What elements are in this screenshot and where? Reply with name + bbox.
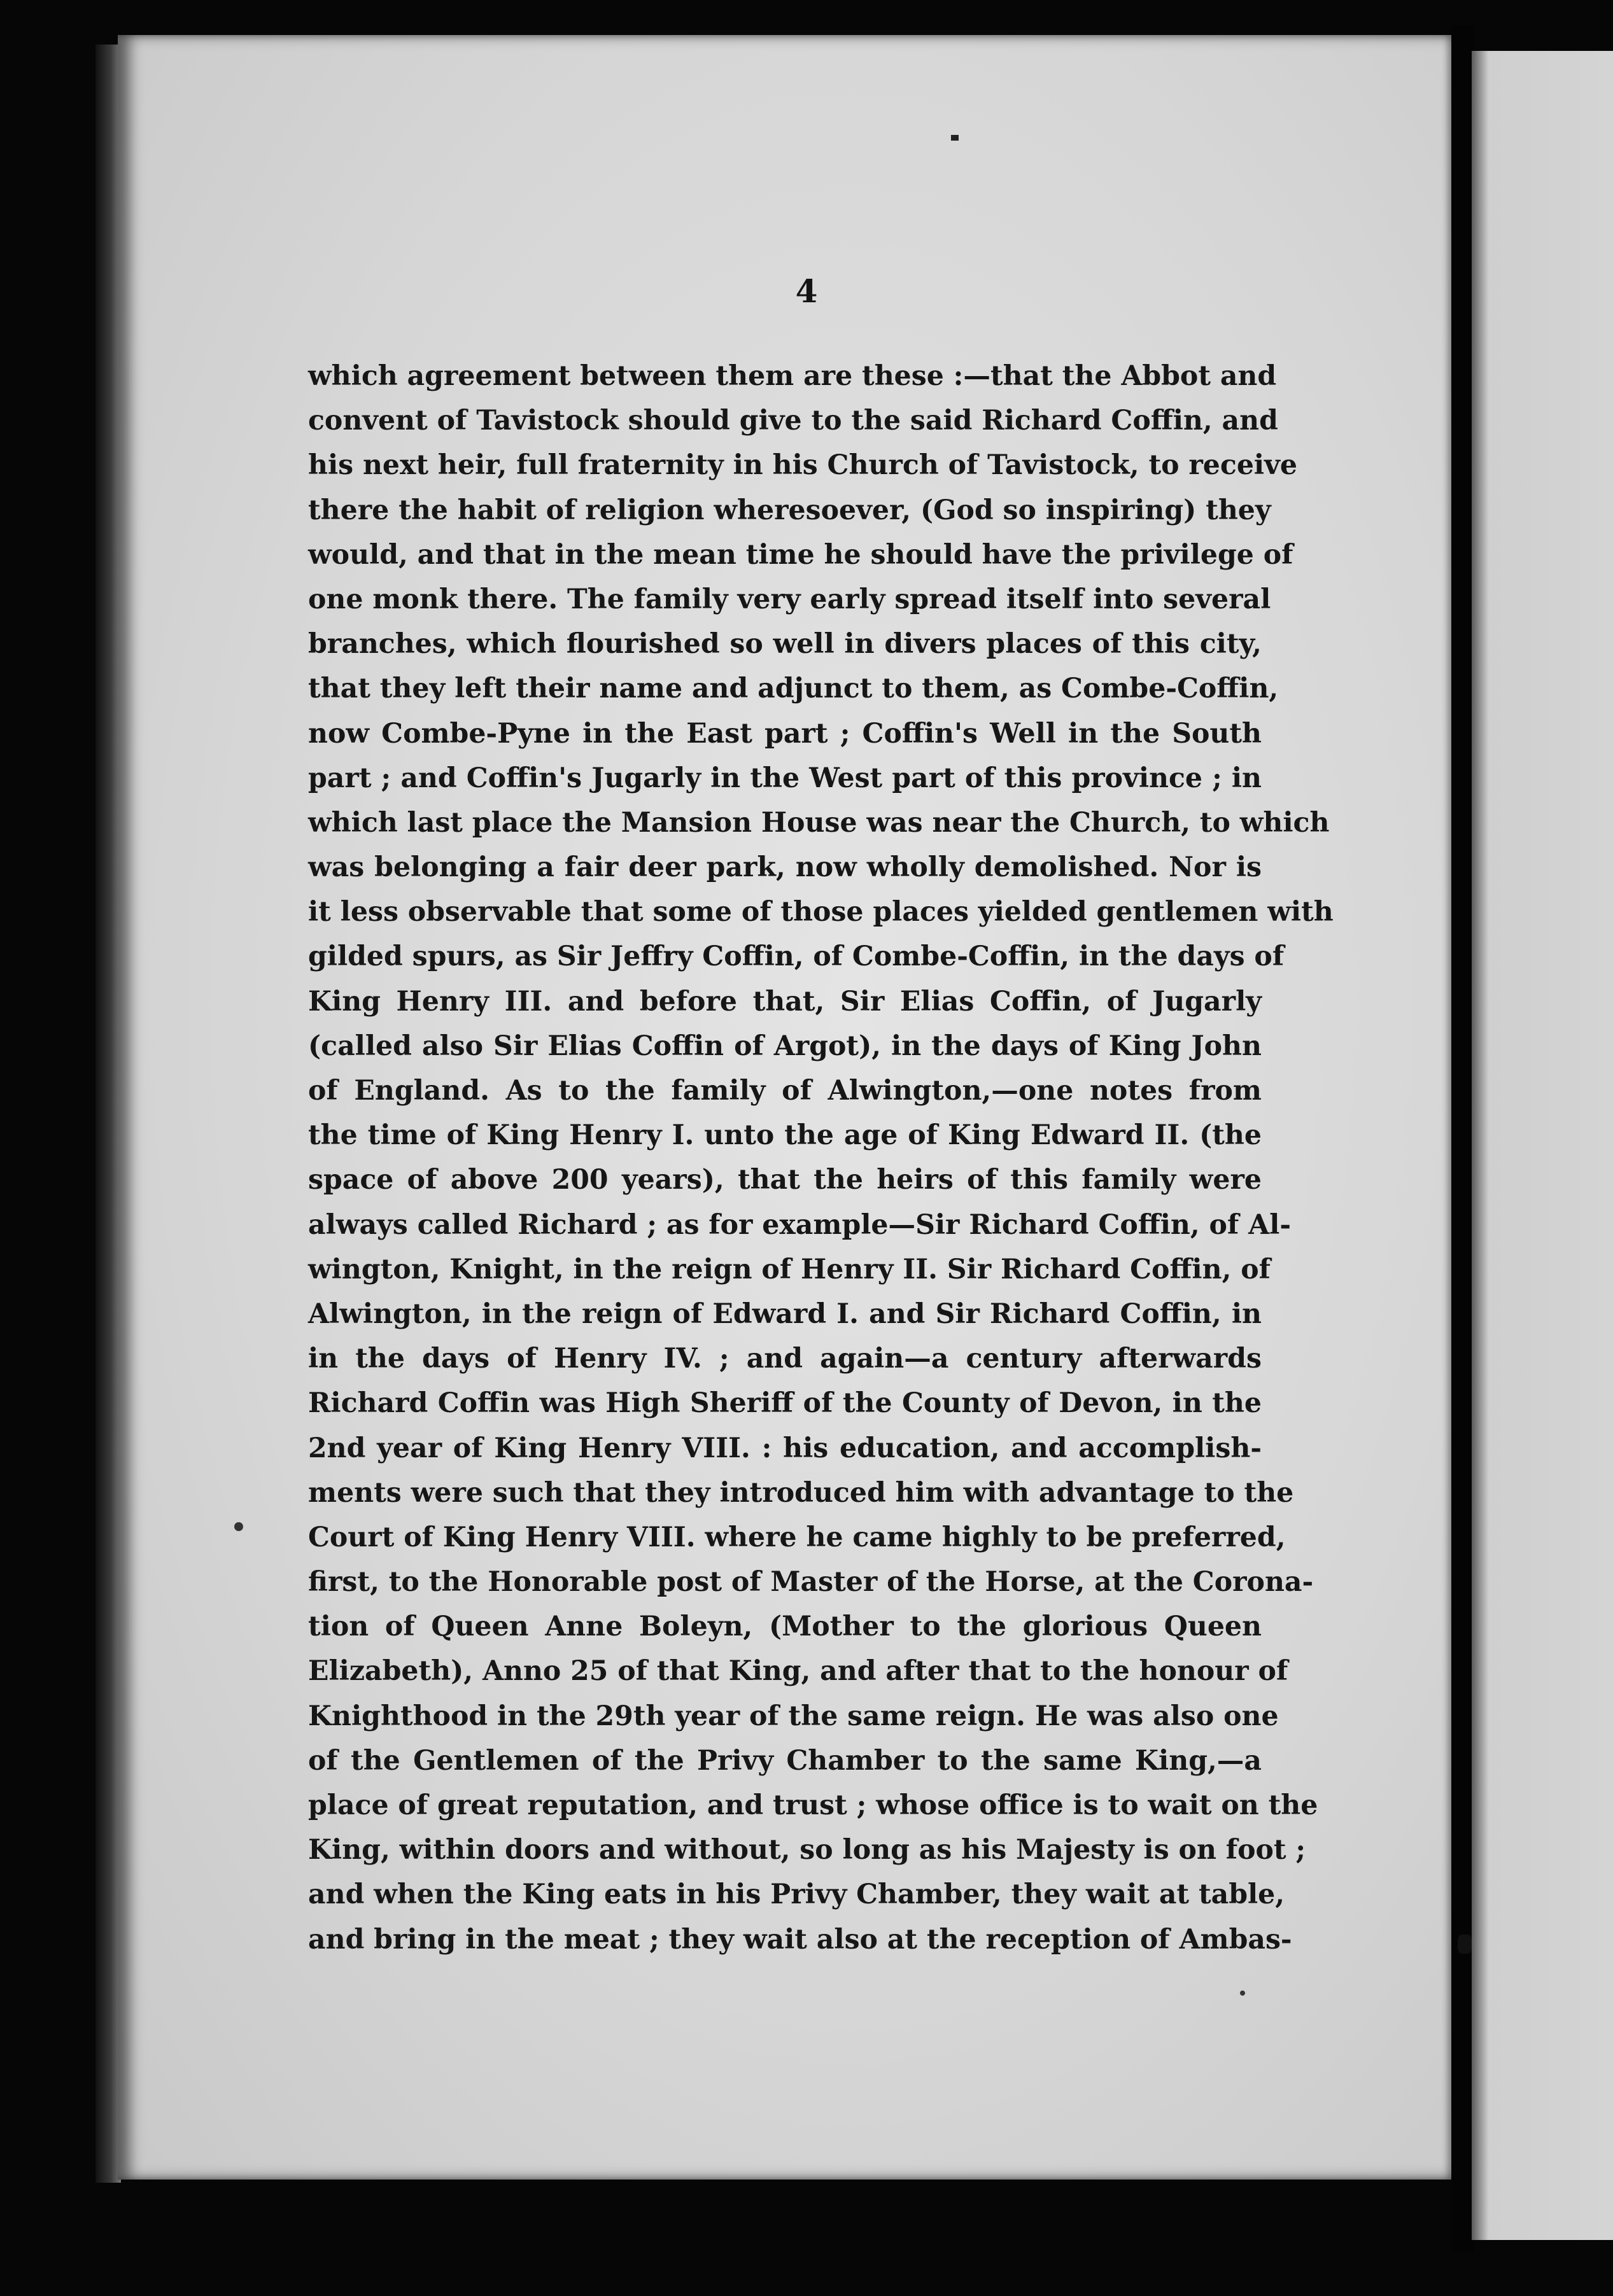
- ink-speck: [1240, 1991, 1245, 1996]
- text-line: the time of King Henry I. unto the age of King Edward II. (the: [308, 1119, 1262, 1152]
- book-spine-shadow: [95, 45, 121, 2183]
- text-line: space of above 200 years), that the heirs of this family were: [308, 1164, 1262, 1196]
- text-line: and when the King eats in his Privy Chamber, they wait at table,: [308, 1879, 1285, 1911]
- text-line: Court of King Henry VIII. where he came highly to be preferred,: [308, 1521, 1286, 1553]
- body-text: [308, 354, 1334, 1962]
- text-line: King, within doors and without, so long as his Majesty is on foot ;: [308, 1834, 1306, 1866]
- text-line: now Combe-Pyne in the East part ; Coffin's Well in the South: [308, 717, 1262, 750]
- page-number: 4: [795, 272, 818, 310]
- text-line: 2nd year of King Henry VIII. : his education, and accomplish-: [308, 1432, 1262, 1464]
- text-line: of England. As to the family of Alwington,—one notes from: [308, 1075, 1262, 1107]
- text-line: always called Richard ; as for example—Sir Richard Coffin, of Al-: [308, 1208, 1292, 1241]
- text-line: (called also Sir Elias Coffin of Argot), in the days of King John: [308, 1030, 1262, 1062]
- text-line: Elizabeth), Anno 25 of that King, and after that to the honour of: [308, 1655, 1288, 1688]
- text-line: gilded spurs, as Sir Jeffry Coffin, of Combe-Coffin, in the days of: [308, 941, 1285, 973]
- ink-speck: [234, 1522, 243, 1531]
- text-line: it less observable that some of those places yielded gentlemen with: [308, 896, 1334, 928]
- text-line: tion of Queen Anne Boleyn, (Mother to the glorious Queen: [308, 1611, 1262, 1643]
- ink-mark: [951, 135, 959, 141]
- text-line: convent of Tavistock should give to the said Richard Coffin, and: [308, 405, 1278, 437]
- text-line: King Henry III. and before that, Sir Elias Coffin, of Jugarly: [308, 985, 1262, 1018]
- text-line: Richard Coffin was High Sheriff of the County of Devon, in the: [308, 1387, 1262, 1420]
- text-line: ments were such that they introduced him with advantage to the: [308, 1476, 1294, 1509]
- text-line: one monk there. The family very early spread itself into several: [308, 583, 1271, 615]
- text-line: Knighthood in the 29th year of the same reign. He was also one: [308, 1700, 1279, 1732]
- text-line: there the habit of religion wheresoever, (God so inspiring) they: [308, 494, 1271, 526]
- text-line: branches, which flourished so well in divers places of this city,: [308, 628, 1262, 661]
- text-line: wington, Knight, in the reign of Henry II. Sir Richard Coffin, of: [308, 1253, 1271, 1285]
- text-line: of the Gentlemen of the Privy Chamber to the same King,—a: [308, 1744, 1262, 1777]
- text-line: which last place the Mansion House was near the Church, to which: [308, 806, 1330, 839]
- ink-speck: [1458, 1935, 1472, 1954]
- text-line: was belonging a fair deer park, now wholly demolished. Nor is: [308, 851, 1262, 884]
- text-line: would, and that in the mean time he should have the privilege of: [308, 538, 1293, 571]
- facing-page-edge: [1472, 51, 1613, 2240]
- text-line: his next heir, full fraternity in his Church of Tavistock, to receive: [308, 449, 1297, 482]
- text-line: and bring in the meat ; they wait also at the reception of Ambas-: [308, 1923, 1292, 1956]
- text-line: place of great reputation, and trust ; whose office is to wait on the: [308, 1789, 1318, 1821]
- text-line: part ; and Coffin's Jugarly in the West part of this province ; in: [308, 762, 1262, 794]
- text-line: in the days of Henry IV. ; and again—a century afterwards: [308, 1343, 1262, 1375]
- text-line: that they left their name and adjunct to them, as Combe-Coffin,: [308, 673, 1279, 705]
- text-line: which agreement between them are these :—that the Abbot and: [308, 360, 1277, 392]
- text-line: first, to the Honorable post of Master of the Horse, at the Corona-: [308, 1566, 1314, 1599]
- page-gutter: [1451, 25, 1474, 2253]
- text-line: Alwington, in the reign of Edward I. and Sir Richard Coffin, in: [308, 1298, 1262, 1330]
